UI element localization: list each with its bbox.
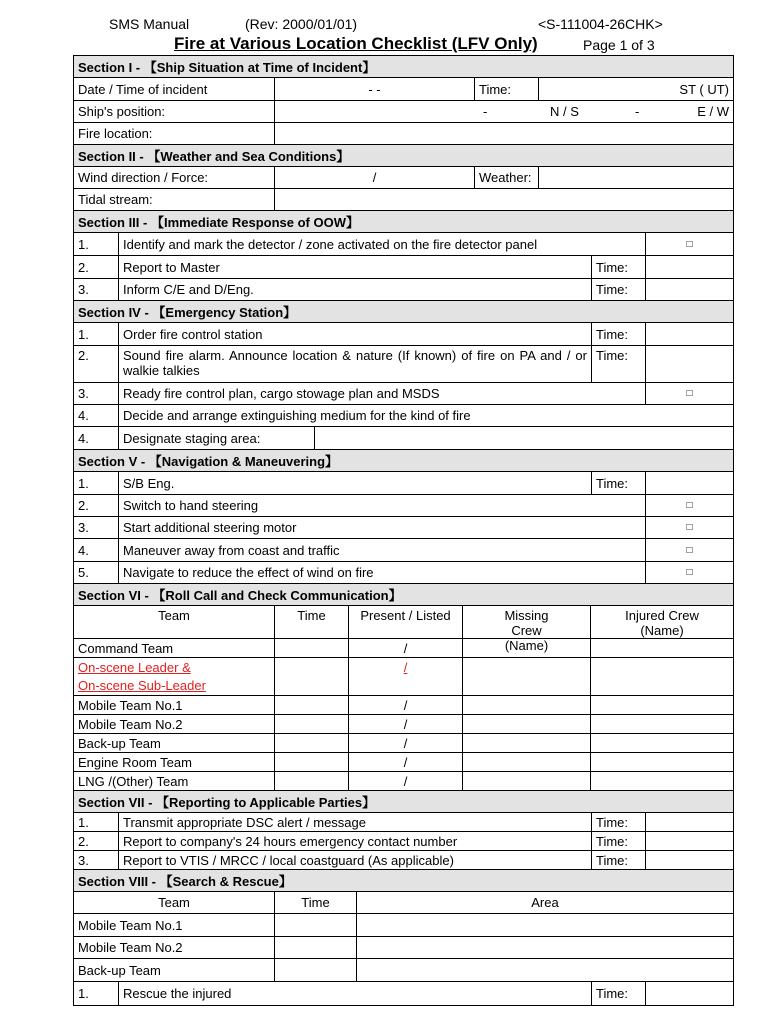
col-team: Team bbox=[74, 892, 275, 913]
present-listed-cell[interactable]: / bbox=[349, 715, 463, 733]
item-text: Sound fire alarm. Announce location & nature (If known) of fire on PA and / or walkie talkies bbox=[119, 346, 592, 382]
injured-cell[interactable] bbox=[591, 658, 733, 695]
section-2-heading: Section II - 【Weather and Sea Conditions】 bbox=[74, 145, 733, 166]
col-time: Time bbox=[275, 606, 349, 638]
present-listed-cell[interactable]: / bbox=[349, 639, 463, 657]
item-number: 1. bbox=[74, 233, 119, 255]
missing-cell[interactable] bbox=[463, 696, 591, 714]
fire-location-field[interactable] bbox=[275, 123, 733, 144]
injured-cell[interactable] bbox=[591, 772, 733, 790]
tidal-label: Tidal stream: bbox=[74, 189, 275, 210]
east-west: E / W bbox=[697, 104, 729, 119]
time-label: Time: bbox=[592, 256, 646, 278]
ship-position-label: Ship's position: bbox=[74, 101, 275, 122]
time-field[interactable] bbox=[646, 472, 733, 494]
time-cell[interactable] bbox=[275, 639, 349, 657]
missing-cell[interactable] bbox=[463, 734, 591, 752]
item-number: 4. bbox=[74, 427, 119, 449]
time-cell[interactable] bbox=[275, 772, 349, 790]
time-cell[interactable] bbox=[275, 658, 349, 695]
injured-cell[interactable] bbox=[591, 734, 733, 752]
time-field[interactable] bbox=[646, 279, 733, 300]
north-south: N / S bbox=[550, 104, 579, 119]
item-number: 2. bbox=[74, 256, 119, 278]
item-number: 1. bbox=[74, 323, 119, 345]
team-name: Back-up Team bbox=[74, 959, 275, 981]
present-listed-cell[interactable]: / bbox=[349, 772, 463, 790]
item-number: 1. bbox=[74, 813, 119, 831]
col-missing-crew: Missing Crew (Name) bbox=[463, 606, 591, 638]
weather-field[interactable] bbox=[539, 167, 733, 188]
col-present-listed: Present / Listed bbox=[349, 606, 463, 638]
item-text: Decide and arrange extinguishing medium for the kind of fire bbox=[123, 408, 471, 423]
staging-area-field[interactable] bbox=[315, 427, 733, 449]
present-listed-cell[interactable]: / bbox=[349, 753, 463, 771]
item-text: Start additional steering motor bbox=[119, 517, 646, 538]
ship-position-field[interactable] bbox=[275, 101, 733, 122]
time-field[interactable] bbox=[646, 256, 733, 278]
checklist-form bbox=[73, 55, 734, 1006]
section-5-heading: Section V - 【Navigation & Maneuvering】 bbox=[74, 450, 733, 471]
wind-label: Wind direction / Force: bbox=[74, 167, 275, 188]
section-6-heading: Section VI - 【Roll Call and Check Communication】 bbox=[74, 584, 733, 605]
item-text: Report to VTIS / MRCC / local coastguard (As applicable) bbox=[119, 851, 592, 869]
checkbox[interactable]: □ bbox=[686, 388, 693, 399]
item-text: Designate staging area: bbox=[119, 427, 315, 449]
present-listed-cell[interactable]: / bbox=[349, 658, 463, 695]
manual-name: SMS Manual bbox=[109, 16, 190, 32]
missing-cell[interactable] bbox=[463, 772, 591, 790]
time-field[interactable] bbox=[646, 323, 733, 345]
team-name: Mobile Team No.1 bbox=[74, 914, 275, 936]
col-area: Area bbox=[531, 895, 559, 910]
team-name: Mobile Team No.1 bbox=[74, 696, 275, 714]
item-text: Switch to hand steering bbox=[119, 495, 646, 516]
team-name: Engine Room Team bbox=[74, 753, 275, 771]
time-label: Time: bbox=[592, 832, 646, 850]
col-team: Team bbox=[74, 606, 275, 638]
time-label: Time: bbox=[592, 851, 646, 869]
team-name: Command Team bbox=[74, 639, 275, 657]
time-field[interactable] bbox=[646, 982, 733, 1005]
checkbox[interactable]: □ bbox=[686, 238, 693, 250]
date-time-label: Date / Time of incident bbox=[74, 78, 275, 100]
present-listed-cell[interactable]: / bbox=[349, 696, 463, 714]
team-name: Back-up Team bbox=[74, 734, 275, 752]
time-label: Time: bbox=[592, 346, 646, 382]
date-field[interactable]: - - bbox=[275, 78, 475, 100]
present-listed-cell[interactable]: / bbox=[349, 734, 463, 752]
time-label: Time: bbox=[592, 813, 646, 831]
item-number: 2. bbox=[74, 495, 119, 516]
item-number: 1. bbox=[74, 982, 119, 1005]
area-cell[interactable] bbox=[357, 937, 733, 958]
weather-label: Weather: bbox=[475, 167, 539, 188]
item-number: 3. bbox=[74, 851, 119, 869]
checkbox[interactable]: □ bbox=[686, 522, 693, 533]
injured-cell[interactable] bbox=[591, 696, 733, 714]
on-scene-sub-leader: On-scene Sub-Leader bbox=[78, 677, 206, 693]
on-scene-leader: On-scene Leader & bbox=[78, 659, 191, 675]
page-number: Page 1 of 3 bbox=[583, 37, 655, 53]
item-text: Navigate to reduce the effect of wind on fire bbox=[119, 562, 646, 583]
section-8-heading: Section VIII - 【Search & Rescue】 bbox=[74, 870, 733, 891]
time-cell[interactable] bbox=[275, 715, 349, 733]
time-cell[interactable] bbox=[275, 959, 357, 981]
item-number: 1. bbox=[74, 472, 119, 494]
col-time: Time bbox=[275, 892, 357, 913]
item-text: Rescue the injured bbox=[119, 982, 592, 1005]
col-injured-crew: Injured Crew (Name) bbox=[625, 608, 699, 638]
checkbox[interactable]: □ bbox=[686, 567, 693, 578]
document-code: <S-111004-26CHK> bbox=[538, 16, 663, 32]
time-field[interactable] bbox=[646, 851, 733, 869]
item-number: 2. bbox=[74, 346, 119, 382]
item-number: 3. bbox=[74, 517, 119, 538]
item-text: Transmit appropriate DSC alert / message bbox=[119, 813, 592, 831]
section-1-heading: Section I - 【Ship Situation at Time of Incident】 bbox=[74, 56, 733, 77]
area-cell[interactable] bbox=[357, 914, 733, 936]
section-4-heading: Section IV - 【Emergency Station】 bbox=[74, 301, 733, 322]
item-number: 3. bbox=[74, 279, 119, 300]
section-3-heading: Section III - 【Immediate Response of OOW】 bbox=[74, 211, 733, 232]
item-text: Identify and mark the detector / zone activated on the fire detector panel bbox=[119, 233, 646, 255]
item-text: Report to Master bbox=[119, 256, 592, 278]
missing-cell[interactable] bbox=[463, 639, 591, 657]
item-text: Report to company's 24 hours emergency contact number bbox=[119, 832, 592, 850]
team-name: LNG /(Other) Team bbox=[74, 772, 275, 790]
item-number: 5. bbox=[74, 562, 119, 583]
tidal-field[interactable] bbox=[275, 189, 733, 210]
revision: (Rev: 2000/01/01) bbox=[245, 16, 358, 32]
missing-cell[interactable] bbox=[463, 753, 591, 771]
pos-dash-1: - bbox=[483, 104, 488, 119]
item-number: 4. bbox=[74, 539, 119, 561]
section-7-heading: Section VII - 【Reporting to Applicable Parties】 bbox=[74, 791, 733, 812]
time-field[interactable] bbox=[646, 346, 733, 382]
injured-cell[interactable] bbox=[591, 753, 733, 771]
item-number: 3. bbox=[74, 383, 119, 404]
fire-location-label: Fire location: bbox=[74, 123, 275, 144]
time-cell[interactable] bbox=[275, 734, 349, 752]
injured-cell[interactable] bbox=[591, 715, 733, 733]
page-title: Fire at Various Location Checklist (LFV Only) bbox=[174, 34, 538, 53]
item-number: 2. bbox=[74, 832, 119, 850]
time-cell[interactable] bbox=[275, 914, 357, 936]
wind-field[interactable]: / bbox=[275, 167, 475, 188]
missing-cell[interactable] bbox=[463, 658, 591, 695]
item-text: Inform C/E and D/Eng. bbox=[119, 279, 592, 300]
time-field[interactable] bbox=[646, 813, 733, 831]
item-text: S/B Eng. bbox=[119, 472, 592, 494]
time-label: Time: bbox=[475, 78, 539, 100]
area-cell[interactable] bbox=[357, 959, 733, 981]
item-number: 4. bbox=[74, 405, 119, 426]
injured-cell[interactable] bbox=[591, 639, 733, 657]
time-label: Time: bbox=[592, 279, 646, 300]
time-field[interactable]: ST ( UT) bbox=[679, 81, 729, 97]
time-cell[interactable] bbox=[275, 937, 357, 958]
checkbox[interactable]: □ bbox=[686, 544, 693, 556]
time-field[interactable] bbox=[646, 832, 733, 850]
team-name: Mobile Team No.2 bbox=[74, 715, 275, 733]
time-cell[interactable] bbox=[275, 696, 349, 714]
checkbox[interactable]: □ bbox=[686, 500, 693, 511]
time-label: Time: bbox=[592, 982, 646, 1005]
item-text: Order fire control station bbox=[119, 323, 592, 345]
time-label: Time: bbox=[592, 472, 646, 494]
team-name bbox=[74, 658, 275, 695]
time-label: Time: bbox=[592, 323, 646, 345]
item-text: Maneuver away from coast and traffic bbox=[119, 539, 646, 561]
pos-dash-2: - bbox=[635, 104, 640, 119]
team-name: Mobile Team No.2 bbox=[74, 937, 275, 958]
time-cell[interactable] bbox=[275, 753, 349, 771]
item-text: Ready fire control plan, cargo stowage plan and MSDS bbox=[119, 383, 646, 404]
missing-cell[interactable] bbox=[463, 715, 591, 733]
